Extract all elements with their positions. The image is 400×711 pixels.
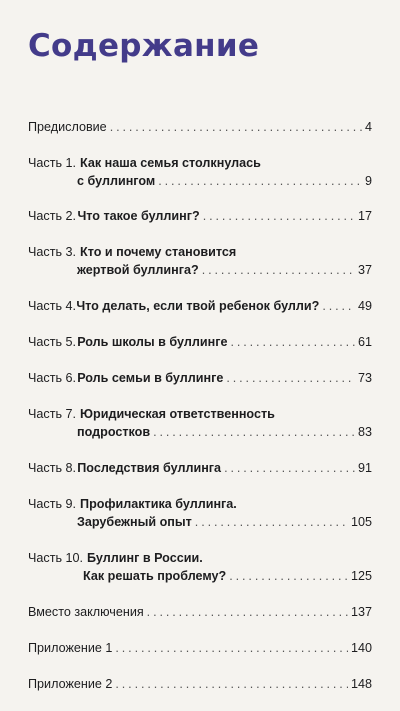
toc-page-number: 49 bbox=[357, 299, 372, 313]
toc-entry-part-6 bbox=[28, 369, 372, 387]
dot-leader bbox=[229, 567, 348, 585]
toc-page-number: 4 bbox=[364, 120, 372, 134]
toc-page-number: 140 bbox=[350, 641, 372, 655]
toc-page-number: 83 bbox=[357, 425, 372, 439]
toc-entry-title: Профилактика буллинга. bbox=[80, 497, 237, 511]
toc-page-number: 91 bbox=[357, 461, 372, 475]
toc-entry-title-cont: с буллингом bbox=[77, 174, 156, 188]
toc-entry-title-cont: Как решать проблему? bbox=[83, 569, 227, 583]
toc-entry-preface bbox=[28, 118, 372, 136]
toc-entry-part-8 bbox=[28, 459, 372, 477]
toc-entry-part-2 bbox=[28, 207, 372, 225]
toc-page-number: 37 bbox=[357, 263, 372, 277]
toc-page-number: 73 bbox=[357, 371, 372, 385]
toc-entry-title-cont: Зарубежный опыт bbox=[77, 515, 192, 529]
dot-leader bbox=[158, 172, 362, 190]
toc-entry-title: Что делать, если твой ребенок булли? bbox=[76, 299, 320, 313]
toc-entry-appendix-1 bbox=[28, 639, 372, 657]
dot-leader bbox=[322, 297, 355, 315]
toc-page-number: 61 bbox=[357, 335, 372, 349]
dot-leader bbox=[153, 423, 355, 441]
toc-part-label: Часть 9. bbox=[28, 497, 77, 511]
toc-part-label: Часть 2. bbox=[28, 209, 77, 223]
dot-leader bbox=[115, 639, 348, 657]
toc-entry-part-10 bbox=[28, 549, 372, 585]
toc-entry-title: Роль семьи в буллинге bbox=[77, 371, 224, 385]
toc-part-label: Часть 5. bbox=[28, 335, 77, 349]
toc-page-number: 9 bbox=[364, 174, 372, 188]
toc-entry-title: Вместо заключения bbox=[28, 605, 144, 619]
toc-entry-part-9 bbox=[28, 495, 372, 531]
toc-page-number: 137 bbox=[350, 605, 372, 619]
toc-entry-conclusion bbox=[28, 603, 372, 621]
dot-leader bbox=[202, 261, 355, 279]
toc-page-number: 105 bbox=[350, 515, 372, 529]
toc-entry-title: Кто и почему становится bbox=[80, 245, 237, 259]
toc-entry-part-5 bbox=[28, 333, 372, 351]
toc-part-label: Часть 3. bbox=[28, 245, 77, 259]
dot-leader bbox=[203, 207, 355, 225]
toc-entry-part-3 bbox=[28, 243, 372, 279]
toc-entry-part-1 bbox=[28, 154, 372, 190]
dot-leader bbox=[115, 675, 348, 693]
dot-leader bbox=[147, 603, 348, 621]
dot-leader bbox=[224, 459, 355, 477]
toc-part-label: Часть 6. bbox=[28, 371, 77, 385]
toc-part-label: Часть 1. bbox=[28, 156, 77, 170]
toc-page-number: 17 bbox=[357, 209, 372, 223]
toc-entry-title: Приложение 1 bbox=[28, 641, 113, 655]
toc-entry-title: Что такое буллинг? bbox=[77, 209, 200, 223]
toc-part-label: Часть 10. bbox=[28, 551, 84, 565]
toc-part-label: Часть 8. bbox=[28, 461, 77, 475]
toc-entry-appendix-2 bbox=[28, 675, 372, 693]
toc-entry-part-4 bbox=[28, 297, 372, 315]
toc-part-label: Часть 7. bbox=[28, 407, 77, 421]
toc-entry-title: Роль школы в буллинге bbox=[77, 335, 228, 349]
dot-leader bbox=[110, 118, 362, 136]
toc-entry-title-cont: жертвой буллинга? bbox=[77, 263, 199, 277]
toc-page-number: 148 bbox=[350, 677, 372, 691]
toc-page-number: 125 bbox=[350, 569, 372, 583]
dot-leader bbox=[195, 513, 348, 531]
toc-entry-title: Юридическая ответственность bbox=[80, 407, 275, 421]
table-of-contents bbox=[28, 118, 372, 711]
toc-entry-part-7 bbox=[28, 405, 372, 441]
toc-entry-title: Буллинг в России. bbox=[87, 551, 203, 565]
toc-entry-title: Приложение 2 bbox=[28, 677, 113, 691]
toc-entry-title: Предисловие bbox=[28, 120, 107, 134]
dot-leader bbox=[226, 369, 355, 387]
toc-part-label: Часть 4. bbox=[28, 299, 77, 313]
toc-entry-title: Как наша семья столкнулась bbox=[80, 156, 261, 170]
page-title: Содержание bbox=[28, 28, 260, 64]
dot-leader bbox=[230, 333, 355, 351]
toc-entry-title: Последствия буллинга bbox=[77, 461, 222, 475]
toc-entry-title-cont: подростков bbox=[77, 425, 151, 439]
